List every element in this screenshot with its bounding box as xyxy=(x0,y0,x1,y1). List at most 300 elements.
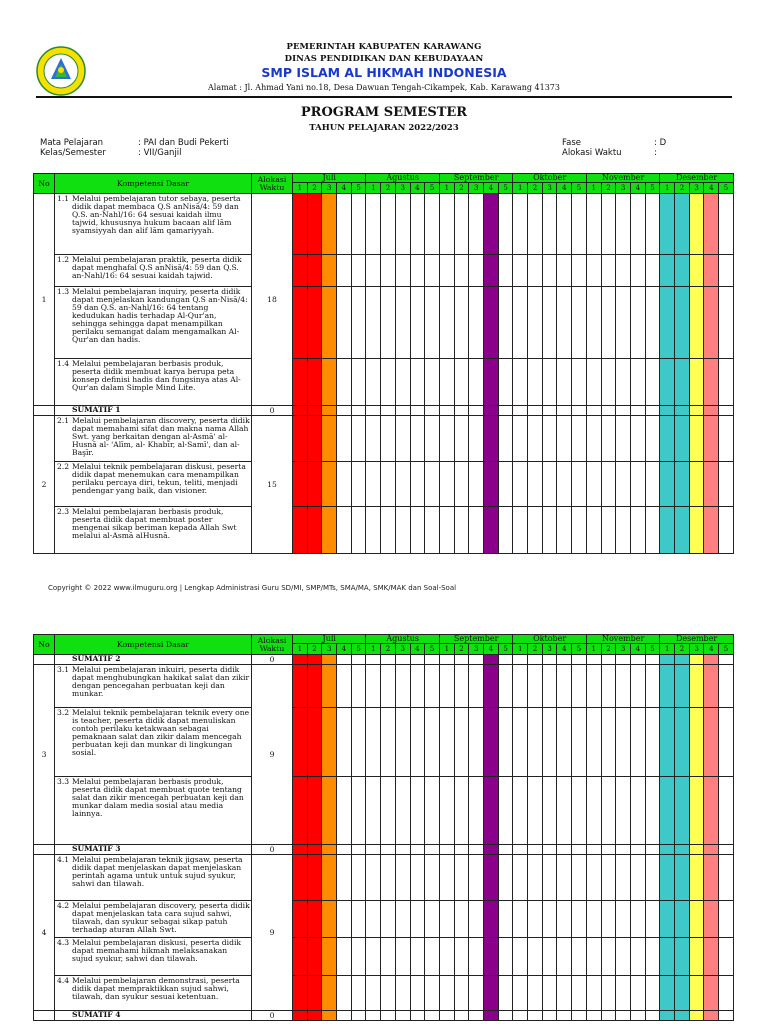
week-cell xyxy=(454,255,469,287)
kd-code: 1.3 xyxy=(57,287,70,297)
week-cell xyxy=(645,777,660,845)
week-cell xyxy=(293,359,308,406)
week-cell xyxy=(293,462,308,507)
week-cell xyxy=(469,462,484,507)
week-cell xyxy=(630,359,645,406)
month-header: November xyxy=(586,635,660,644)
week-header: 5 xyxy=(498,183,513,194)
kd-description: Melalui pembelajaran discovery, peserta didik dapat menjelaskan tata cara sujud sahwi, tilawah, dan syukur sebagai sikap patuh terhadap aturan Allah Swt. xyxy=(72,901,250,935)
week-cell xyxy=(366,507,381,554)
week-cell xyxy=(542,406,557,416)
school-address: Alamat : Jl. Ahmad Yani no.18, Desa Dawuan Tengah-Cikampek, Kab. Karawang 41373 xyxy=(208,83,560,92)
week-cell xyxy=(484,416,499,462)
kd-code: 1.1 xyxy=(57,194,70,204)
week-cell xyxy=(322,655,337,665)
week-cell xyxy=(542,255,557,287)
week-cell xyxy=(630,665,645,708)
week-cell xyxy=(410,507,425,554)
kd-row xyxy=(34,708,734,777)
week-header: 1 xyxy=(660,183,675,194)
week-header: 3 xyxy=(616,183,631,194)
week-cell xyxy=(719,855,734,901)
week-cell xyxy=(542,777,557,845)
week-cell xyxy=(616,708,631,777)
week-cell xyxy=(704,708,719,777)
kd-row xyxy=(34,416,734,462)
week-cell xyxy=(454,655,469,665)
week-header: 1 xyxy=(366,644,381,655)
week-cell xyxy=(601,287,616,359)
week-cell xyxy=(513,901,528,938)
week-cell xyxy=(675,462,690,507)
week-cell xyxy=(395,194,410,255)
week-cell xyxy=(410,462,425,507)
week-cell xyxy=(439,416,454,462)
week-cell xyxy=(322,901,337,938)
week-header: 4 xyxy=(410,183,425,194)
week-cell xyxy=(322,845,337,855)
week-cell xyxy=(675,406,690,416)
week-header: 1 xyxy=(293,183,308,194)
week-cell xyxy=(439,406,454,416)
week-cell xyxy=(293,287,308,359)
sumatif-row xyxy=(34,655,734,665)
week-header: 1 xyxy=(293,644,308,655)
week-cell xyxy=(381,194,396,255)
week-header: 1 xyxy=(586,644,601,655)
week-cell xyxy=(395,777,410,845)
week-cell xyxy=(351,462,366,507)
week-cell xyxy=(366,255,381,287)
week-cell xyxy=(572,1011,587,1021)
week-cell xyxy=(484,976,499,1011)
week-cell xyxy=(689,507,704,554)
week-cell xyxy=(337,287,352,359)
gov-line: PEMERINTAH KABUPATEN KARAWANG xyxy=(286,42,482,52)
page-title: PROGRAM SEMESTER xyxy=(300,105,468,120)
sumatif-no xyxy=(34,1011,55,1021)
week-cell xyxy=(704,255,719,287)
week-cell xyxy=(719,359,734,406)
week-cell xyxy=(395,855,410,901)
sumatif-alloc: 0 xyxy=(252,655,293,665)
week-cell xyxy=(513,976,528,1011)
week-cell xyxy=(425,777,440,845)
week-cell xyxy=(572,901,587,938)
week-cell xyxy=(366,406,381,416)
week-cell xyxy=(586,845,601,855)
week-cell xyxy=(395,462,410,507)
week-cell xyxy=(704,287,719,359)
week-cell xyxy=(366,855,381,901)
week-cell xyxy=(719,938,734,976)
week-cell xyxy=(395,359,410,406)
week-cell xyxy=(719,507,734,554)
document-meta xyxy=(0,0,768,160)
week-cell xyxy=(513,406,528,416)
week-cell xyxy=(307,938,322,976)
week-cell xyxy=(425,462,440,507)
week-cell xyxy=(616,507,631,554)
week-cell xyxy=(337,708,352,777)
week-header: 4 xyxy=(484,183,499,194)
week-cell xyxy=(293,507,308,554)
month-header: Agustus xyxy=(366,174,439,183)
week-cell xyxy=(704,462,719,507)
week-cell xyxy=(689,855,704,901)
week-cell xyxy=(307,845,322,855)
week-cell xyxy=(454,976,469,1011)
week-cell xyxy=(689,777,704,845)
week-cell xyxy=(660,462,675,507)
week-cell xyxy=(454,665,469,708)
week-cell xyxy=(675,507,690,554)
week-cell xyxy=(351,194,366,255)
kd-code: 1.2 xyxy=(57,255,70,265)
mapel-label: Mata Pelajaran xyxy=(40,138,104,148)
week-header: 5 xyxy=(572,183,587,194)
week-cell xyxy=(630,462,645,507)
week-cell xyxy=(601,406,616,416)
week-cell xyxy=(439,855,454,901)
week-cell xyxy=(425,359,440,406)
week-cell xyxy=(293,1011,308,1021)
week-cell xyxy=(719,255,734,287)
week-cell xyxy=(307,359,322,406)
week-cell xyxy=(381,845,396,855)
week-cell xyxy=(586,462,601,507)
week-cell xyxy=(395,976,410,1011)
kd-code: 4.3 xyxy=(57,938,70,948)
week-cell xyxy=(381,462,396,507)
week-cell xyxy=(557,777,572,845)
week-cell xyxy=(439,1011,454,1021)
week-cell xyxy=(425,938,440,976)
month-header: Desember xyxy=(660,635,733,644)
week-cell xyxy=(557,708,572,777)
week-cell xyxy=(719,665,734,708)
week-cell xyxy=(337,665,352,708)
week-cell xyxy=(484,1011,499,1021)
week-cell xyxy=(322,194,337,255)
kd-row xyxy=(34,462,734,507)
week-cell xyxy=(498,359,513,406)
week-cell xyxy=(322,1011,337,1021)
week-cell xyxy=(439,287,454,359)
week-cell xyxy=(439,665,454,708)
week-cell xyxy=(454,287,469,359)
week-cell xyxy=(513,665,528,708)
kd-row xyxy=(34,359,734,406)
week-cell xyxy=(601,507,616,554)
kd-code: 3.2 xyxy=(57,708,70,718)
week-cell xyxy=(454,416,469,462)
kd-group-alloc: 15 xyxy=(252,416,293,554)
week-cell xyxy=(542,845,557,855)
week-cell xyxy=(425,194,440,255)
week-cell xyxy=(293,655,308,665)
week-cell xyxy=(425,655,440,665)
month-header: Desember xyxy=(660,174,733,183)
week-cell xyxy=(307,287,322,359)
week-cell xyxy=(498,855,513,901)
week-cell xyxy=(381,287,396,359)
week-cell xyxy=(645,406,660,416)
week-header: 1 xyxy=(513,183,528,194)
alokasi-value: : xyxy=(654,148,657,158)
kd-code: 2.1 xyxy=(57,416,70,426)
kd-code: 1.4 xyxy=(57,359,70,369)
week-cell xyxy=(689,976,704,1011)
kd-description: Melalui pembelajaran tutor sebaya, peserta didik dapat membaca Q.S anNisā/4: 59 dan Q.S. an-Nahl/16: 64 sesuai kaidah ilmu tajwid, khususnya hukum bacaan alif lām syamsiyyah dan alif lām qamariyyah. xyxy=(72,194,241,236)
week-cell xyxy=(293,855,308,901)
week-cell xyxy=(395,665,410,708)
week-cell xyxy=(381,777,396,845)
week-cell xyxy=(410,287,425,359)
week-cell xyxy=(337,194,352,255)
week-cell xyxy=(395,255,410,287)
week-cell xyxy=(645,255,660,287)
week-cell xyxy=(425,665,440,708)
week-header: 3 xyxy=(322,644,337,655)
kd-code: 3.1 xyxy=(57,665,70,675)
week-cell xyxy=(366,976,381,1011)
week-cell xyxy=(645,901,660,938)
week-cell xyxy=(337,462,352,507)
week-cell xyxy=(601,359,616,406)
week-cell xyxy=(660,287,675,359)
week-cell xyxy=(513,845,528,855)
week-cell xyxy=(307,777,322,845)
week-cell xyxy=(351,665,366,708)
week-cell xyxy=(410,665,425,708)
week-cell xyxy=(425,507,440,554)
week-cell xyxy=(307,901,322,938)
week-cell xyxy=(616,901,631,938)
week-header: 3 xyxy=(542,644,557,655)
week-cell xyxy=(675,845,690,855)
kd-cell xyxy=(55,665,252,708)
week-cell xyxy=(469,194,484,255)
week-cell xyxy=(469,901,484,938)
week-cell xyxy=(601,708,616,777)
kd-description: Melalui pembelajaran berbasis produk, peserta didik dapat membuat quote tentang salat dan zikir mencegah perbuatan keji dan munkar dalam media sosial atau media lainnya. xyxy=(72,777,244,819)
week-cell xyxy=(410,416,425,462)
kd-row xyxy=(34,976,734,1011)
week-cell xyxy=(484,708,499,777)
week-header: 2 xyxy=(601,183,616,194)
week-cell xyxy=(469,845,484,855)
week-cell xyxy=(484,845,499,855)
week-cell xyxy=(572,665,587,708)
week-cell xyxy=(322,406,337,416)
week-cell xyxy=(395,655,410,665)
week-cell xyxy=(645,976,660,1011)
week-cell xyxy=(601,845,616,855)
week-cell xyxy=(293,416,308,462)
week-cell xyxy=(542,194,557,255)
week-cell xyxy=(601,938,616,976)
week-cell xyxy=(454,1011,469,1021)
week-header: 2 xyxy=(381,644,396,655)
week-cell xyxy=(469,507,484,554)
week-header: 5 xyxy=(645,183,660,194)
week-cell xyxy=(528,901,543,938)
week-cell xyxy=(395,287,410,359)
week-header: 1 xyxy=(439,644,454,655)
week-cell xyxy=(572,462,587,507)
kd-cell xyxy=(55,287,252,359)
week-cell xyxy=(586,287,601,359)
week-cell xyxy=(528,416,543,462)
week-cell xyxy=(307,416,322,462)
week-cell xyxy=(660,655,675,665)
week-cell xyxy=(557,406,572,416)
week-cell xyxy=(395,1011,410,1021)
week-cell xyxy=(660,1011,675,1021)
week-cell xyxy=(645,855,660,901)
fase-label: Fase xyxy=(562,138,581,148)
week-cell xyxy=(601,665,616,708)
week-cell xyxy=(293,901,308,938)
week-cell xyxy=(322,507,337,554)
week-cell xyxy=(704,1011,719,1021)
week-cell xyxy=(293,777,308,845)
month-header: September xyxy=(439,635,512,644)
week-cell xyxy=(498,462,513,507)
week-cell xyxy=(586,976,601,1011)
week-cell xyxy=(660,976,675,1011)
week-cell xyxy=(660,665,675,708)
kd-row xyxy=(34,255,734,287)
week-header: 4 xyxy=(337,183,352,194)
week-cell xyxy=(366,938,381,976)
kd-code: 3.3 xyxy=(57,777,70,787)
week-cell xyxy=(557,194,572,255)
week-cell xyxy=(630,901,645,938)
week-cell xyxy=(704,655,719,665)
week-cell xyxy=(557,855,572,901)
week-cell xyxy=(689,901,704,938)
week-cell xyxy=(601,462,616,507)
week-header: 4 xyxy=(630,644,645,655)
week-cell xyxy=(425,845,440,855)
week-cell xyxy=(719,406,734,416)
week-cell xyxy=(381,976,396,1011)
week-header: 3 xyxy=(689,183,704,194)
week-cell xyxy=(719,462,734,507)
week-cell xyxy=(454,777,469,845)
week-cell xyxy=(337,777,352,845)
week-cell xyxy=(498,777,513,845)
week-cell xyxy=(630,194,645,255)
week-cell xyxy=(469,976,484,1011)
week-cell xyxy=(425,855,440,901)
week-cell xyxy=(675,855,690,901)
week-cell xyxy=(616,845,631,855)
week-cell xyxy=(601,901,616,938)
sumatif-label: SUMATIF 3 xyxy=(72,844,121,854)
week-cell xyxy=(439,194,454,255)
week-header: 3 xyxy=(395,183,410,194)
week-cell xyxy=(469,359,484,406)
week-cell xyxy=(572,507,587,554)
week-cell xyxy=(454,359,469,406)
week-cell xyxy=(616,777,631,845)
week-cell xyxy=(322,976,337,1011)
week-cell xyxy=(498,194,513,255)
week-cell xyxy=(410,655,425,665)
week-cell xyxy=(351,255,366,287)
week-cell xyxy=(542,359,557,406)
week-cell xyxy=(719,976,734,1011)
kd-header: Kompetensi Dasar xyxy=(55,635,252,655)
kd-cell xyxy=(55,416,252,462)
kelas-value: : VII/Ganjil xyxy=(138,148,182,158)
week-cell xyxy=(557,901,572,938)
week-cell xyxy=(439,901,454,938)
week-header: 5 xyxy=(719,183,734,194)
week-cell xyxy=(704,416,719,462)
week-cell xyxy=(601,777,616,845)
week-cell xyxy=(675,938,690,976)
week-cell xyxy=(513,708,528,777)
kd-description: Melalui pembelajaran demonstrasi, peserta didik dapat mempraktikkan sujud sahwi, tilawah, dan syukur sesuai ketentuan. xyxy=(72,976,240,1002)
week-cell xyxy=(616,976,631,1011)
week-cell xyxy=(498,708,513,777)
week-cell xyxy=(528,665,543,708)
week-cell xyxy=(586,938,601,976)
week-cell xyxy=(381,665,396,708)
week-cell xyxy=(675,777,690,845)
kd-cell xyxy=(55,777,252,845)
kd-code: 4.4 xyxy=(57,976,70,986)
week-header: 2 xyxy=(528,183,543,194)
week-cell xyxy=(616,194,631,255)
week-cell xyxy=(630,655,645,665)
week-cell xyxy=(572,855,587,901)
week-cell xyxy=(425,1011,440,1021)
week-cell xyxy=(454,938,469,976)
alokasi-header: Alokasi Waktu xyxy=(252,174,293,194)
week-cell xyxy=(381,655,396,665)
kd-code: 4.1 xyxy=(57,855,70,865)
week-cell xyxy=(660,708,675,777)
week-cell xyxy=(645,507,660,554)
week-header: 3 xyxy=(395,644,410,655)
week-cell xyxy=(630,976,645,1011)
kd-row xyxy=(34,287,734,359)
no-header: No xyxy=(34,174,55,194)
week-cell xyxy=(689,1011,704,1021)
week-cell xyxy=(322,665,337,708)
week-cell xyxy=(395,406,410,416)
week-cell xyxy=(381,1011,396,1021)
week-header: 2 xyxy=(528,644,543,655)
week-cell xyxy=(528,845,543,855)
week-cell xyxy=(675,901,690,938)
week-cell xyxy=(322,938,337,976)
school-name: SMP ISLAM AL HIKMAH INDONESIA xyxy=(261,65,507,80)
week-cell xyxy=(351,976,366,1011)
week-cell xyxy=(689,359,704,406)
week-header: 2 xyxy=(454,183,469,194)
week-cell xyxy=(469,938,484,976)
sumatif-no xyxy=(34,655,55,665)
kd-cell xyxy=(55,855,252,901)
week-cell xyxy=(351,901,366,938)
week-cell xyxy=(630,855,645,901)
